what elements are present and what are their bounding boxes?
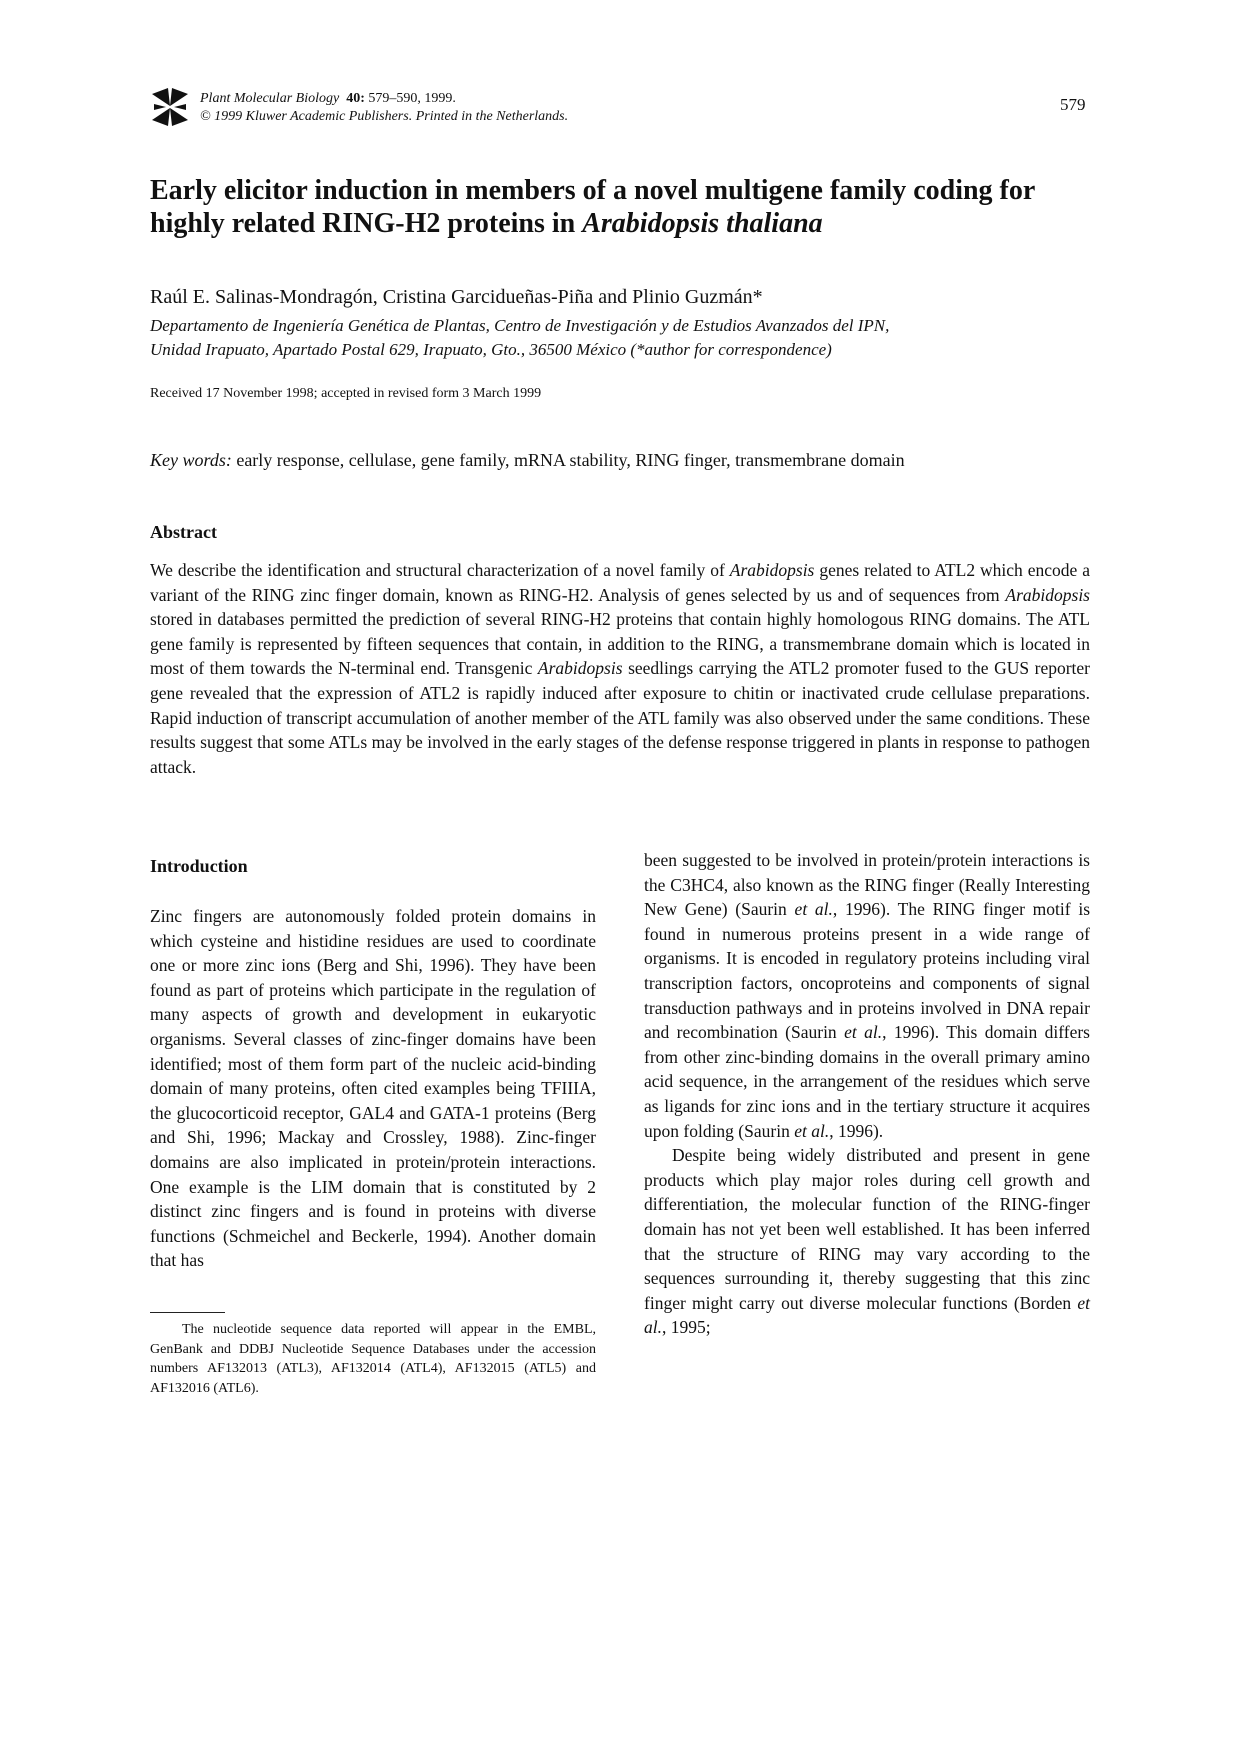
journal-citation xyxy=(200,90,568,126)
publisher-logo-icon xyxy=(150,86,190,128)
right-column xyxy=(644,848,1090,1340)
intro-paragraph-1: Zinc fingers are autonomously folded protein domains in which cysteine and histidine residues are used to coordinate one or more zinc ions (Berg and Shi, 1996). They have been found as part of proteins which participate in the regulation of many aspects of growth and development in eukaryotic organisms. Several classes of zinc-finger domains have been identified; most of them form part of the nucleic acid-binding domain of many proteins, often cited examples being TFIIIA, the glucocorticoid receptor, GAL4 and GATA-1 proteins (Berg and Shi, 1996; Mackay and Crossley, 1988). Zinc-finger domains are also implicated in protein/protein interactions. One example is the LIM domain that is constituted by 2 distinct zinc fingers and is found in proteins with diverse functions (Schmeichel and Beckerle, 1994). Another domain that has xyxy=(150,906,596,1271)
footnote-rule xyxy=(150,1312,225,1313)
keywords-label: Key words: xyxy=(150,450,232,470)
article-title: Early elicitor induction in members of a novel multigene family coding for highly related RING-H2 proteins in Arabidopsis thaliana xyxy=(150,175,1035,239)
abstract-text: We describe the identification and structural characterization of a novel family of Arabidopsis genes related to ATL2 which encode a variant of the RING zinc finger domain, known as RING-H2. Analysis of genes selected by us and of sequences from Arabidopsis stored in databases permitted the prediction of several RING-H2 proteins that contain highly homologous RING domains. The ATL gene family is represented by fifteen sequences that contain, in addition to the RING, a transmembrane domain which is located in most of them towards the N-terminal end. Transgenic Arabidopsis seedlings carrying the ATL2 promoter fused to the GUS reporter gene revealed that the expression of ATL2 is rapidly induced after exposure to chitin or inactivated crude cellulase preparations. Rapid induction of transcript accumulation of another member of the ATL family was also observed under the same conditions. These results suggest that some ATLs may be involved in the early stages of the defense response triggered in plants in response to pathogen attack. xyxy=(150,560,1091,777)
author-list: Raúl E. Salinas-Mondragón, Cristina Garcidueñas-Piña and Plinio Guzmán* xyxy=(150,286,763,308)
abstract-heading: Abstract xyxy=(150,522,217,542)
affiliation: Departamento de Ingeniería Genética de Plantas, Centro de Investigación y de Estudios Avanzados del IPN, Unidad Irapuato, Apartado Postal 629, Irapuato, Gto., 36500 México (*author for correspondence) xyxy=(150,316,890,359)
journal-volume: 40: xyxy=(346,91,365,106)
journal-name: Plant Molecular Biology xyxy=(200,91,340,106)
received-dates: Received 17 November 1998; accepted in revised form 3 March 1999 xyxy=(150,386,542,401)
footnote: The nucleotide sequence data reported will appear in the EMBL, GenBank and DDBJ Nucleotide Sequence Databases under the accession numbers AF132013 (ATL3), AF132014 (ATL4), AF132015 (ATL5) and AF132016 (ATL6). xyxy=(150,1322,596,1396)
journal-pages-year: 579–590, 1999. xyxy=(364,91,456,106)
keywords-list: early response, cellulase, gene family, mRNA stability, RING finger, transmembrane domain xyxy=(231,450,905,470)
page-number: 579 xyxy=(1060,95,1086,114)
keywords xyxy=(150,450,905,471)
intro-paragraph-2: Despite being widely distributed and present in gene products which play major roles during cell growth and differentiation, the molecular function of the RING-finger domain has not yet been well established. It has been inferred that the structure of RING may vary according to the sequences surrounding it, thereby suggesting that this zinc finger might carry out diverse molecular functions (Borden et al., 1995; xyxy=(644,1145,1090,1338)
left-column xyxy=(150,904,596,1273)
introduction-heading: Introduction xyxy=(150,856,248,876)
copyright-line: © 1999 Kluwer Academic Publishers. Printed in the Netherlands. xyxy=(200,109,569,124)
intro-paragraph-1-cont: been suggested to be involved in protein/protein interactions is the C3HC4, also known as the RING finger (Really Interesting New Gene) (Saurin et al., 1996). The RING finger motif is found in numerous proteins present in a wide range of organisms. It is encoded in regulatory proteins including viral transcription factors, oncoproteins and components of signal transduction pathways and in proteins involved in DNA repair and recombination (Saurin et al., 1996). This domain differs from other zinc-binding domains in the overall primary amino acid sequence, in the arrangement of the residues which serve as ligands for zinc ions and in the tertiary structure it acquires upon folding (Saurin et al., 1996). xyxy=(644,850,1090,1141)
